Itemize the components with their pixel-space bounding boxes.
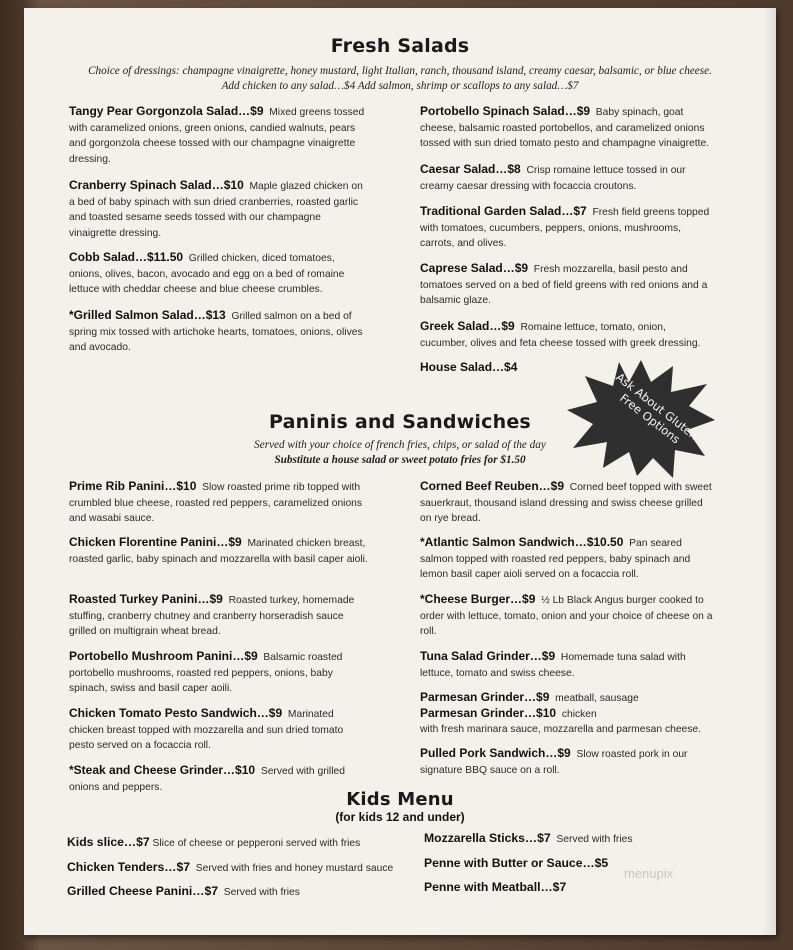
item-name: Chicken Florentine Panini…$9 xyxy=(69,535,242,549)
section-title-salads: Fresh Salads xyxy=(330,35,470,57)
menu-item xyxy=(424,880,724,897)
item-name: Penne with Meatball…$7 xyxy=(424,880,567,894)
item-desc: meatball, sausage xyxy=(555,693,639,704)
menu-item xyxy=(420,592,715,640)
item-name: House Salad…$4 xyxy=(420,360,518,374)
item-name: Tangy Pear Gorgonzola Salad…$9 xyxy=(69,104,264,118)
menu-item xyxy=(420,104,715,152)
item-desc: Served with fries xyxy=(223,887,300,898)
menu-item-note xyxy=(420,722,715,738)
menu-item xyxy=(69,592,369,640)
menu-item xyxy=(420,479,715,527)
item-name: Caesar Salad…$8 xyxy=(420,162,521,176)
item-desc: Slow roasted prime rib topped with crumbled blue cheese, roasted red peppers, caramelized onions and wasabi sauce. xyxy=(69,482,363,525)
item-name: Traditional Garden Salad…$7 xyxy=(420,204,587,218)
item-desc: Homemade tuna salad with lettuce, tomato and swiss cheese. xyxy=(420,652,686,679)
item-desc: Grilled salmon on a bed of spring mix tossed with artichoke hearts, tomatoes, onions, olives and avocado. xyxy=(69,311,363,354)
item-name: Roasted Turkey Panini…$9 xyxy=(69,592,223,606)
item-name: Tuna Salad Grinder…$9 xyxy=(420,649,556,663)
menu-item xyxy=(420,204,715,252)
menu-item xyxy=(69,178,369,241)
item-desc: Fresh field greens topped with tomatoes, cucumbers, peppers, onions, mushrooms, carrots, and olives. xyxy=(420,207,710,250)
item-name: Mozzarella Sticks…$7 xyxy=(424,831,551,845)
item-desc: Corned beef topped with sweet sauerkraut, thousand island dressing and swiss cheese grilled on rye bread. xyxy=(420,482,712,525)
item-desc: Fresh mozzarella, basil pesto and tomatoes served on a bed of field greens with red onions and a balsamic glaze. xyxy=(420,264,708,307)
item-desc: Baby spinach, goat cheese, balsamic roasted portobellos, and caramelized onions tossed with sun dried tomato pesto and champagne vinaigrette. xyxy=(420,107,710,150)
menu-item xyxy=(420,690,715,707)
item-name: Portobello Spinach Salad…$9 xyxy=(420,104,591,118)
item-name: *Atlantic Salmon Sandwich…$10.50 xyxy=(420,535,624,549)
item-desc: Slice of cheese or pepperoni served with fries xyxy=(152,838,361,849)
section-title-paninis: Paninis and Sandwiches xyxy=(269,411,531,433)
item-desc: Balsamic roasted portobello mushrooms, roasted red peppers, onions, baby spinach, swiss and basil caper aoili. xyxy=(69,652,343,695)
menu-item xyxy=(67,884,417,901)
gluten-free-badge-text: Ask About Gluten-Free Options xyxy=(613,369,705,447)
item-name: Greek Salad…$9 xyxy=(420,319,515,333)
item-name: Portobello Mushroom Panini…$9 xyxy=(69,649,258,663)
item-desc: Crisp romaine lettuce tossed in our creamy caesar dressing with focaccia croutons. xyxy=(420,165,686,192)
item-name: Prime Rib Panini…$10 xyxy=(69,479,197,493)
item-name: Cranberry Spinach Salad…$10 xyxy=(69,178,244,192)
item-desc: Roasted turkey, homemade stuffing, cranberry chutney and cranberry horseradish sauce grilled on multigrain wheat bread. xyxy=(69,595,355,638)
menu-item xyxy=(424,831,724,848)
menu-item xyxy=(420,535,715,583)
item-name: Caprese Salad…$9 xyxy=(420,261,529,275)
item-desc: chicken xyxy=(561,709,597,720)
salads-dressings-note: Choice of dressings: champagne vinaigrette, honey mustard, light Italian, ranch, thousand island, creamy caesar, balsamic, or blue cheese. xyxy=(88,65,712,77)
item-desc: Served with fries xyxy=(556,834,633,845)
item-desc: Marinated chicken breast, roasted garlic, baby spinach and mozzarella with basil caper aioli. xyxy=(69,538,368,565)
item-name: *Cheese Burger…$9 xyxy=(420,592,536,606)
item-desc: with fresh marinara sauce, mozzarella and parmesan cheese. xyxy=(420,724,702,735)
item-name: Penne with Butter or Sauce…$5 xyxy=(424,856,609,870)
menu-page xyxy=(24,8,776,935)
item-desc: Served with grilled onions and peppers. xyxy=(69,766,345,793)
salads-addons-note: Add chicken to any salad…$4 Add salmon, shrimp or scallops to any salad…$7 xyxy=(221,80,579,92)
item-desc: Grilled chicken, diced tomatoes, onions, olives, bacon, avocado and egg on a bed of romaine lettuce with cheddar cheese and blue cheese crumbles. xyxy=(69,253,345,296)
menu-item xyxy=(69,706,369,754)
item-desc: Pan seared salmon topped with roasted red peppers, baby spinach and lemon basil caper aioli served on a focaccia roll. xyxy=(420,538,691,581)
menu-item xyxy=(69,535,369,567)
menu-item xyxy=(67,835,417,852)
menu-item xyxy=(420,649,715,681)
menu-item xyxy=(420,706,715,723)
watermark-text: menupix xyxy=(624,866,674,881)
item-name: Cobb Salad…$11.50 xyxy=(69,250,184,264)
menu-item xyxy=(420,319,715,351)
menu-item xyxy=(69,649,369,697)
item-desc: Mixed greens tossed with caramelized onions, green onions, candied walnuts, pears and gorgonzola cheese tossed with our champagne vinaigrette dressing. xyxy=(69,107,365,165)
menu-item xyxy=(69,104,369,167)
item-desc: ½ Lb Black Angus burger cooked to order with lettuce, tomato, onion and your choice of cheese on a roll. xyxy=(420,595,713,638)
item-name: Grilled Cheese Panini…$7 xyxy=(67,884,219,898)
item-name: Parmesan Grinder…$10 xyxy=(420,706,557,720)
item-desc: Maple glazed chicken on a bed of baby spinach with sun dried cranberries, roasted garlic and toasted sesame seeds tossed with our champagne vinaigrette dressing. xyxy=(69,181,363,239)
menu-item xyxy=(67,860,417,877)
kids-age-note: (for kids 12 and under) xyxy=(335,810,465,824)
item-name: Chicken Tenders…$7 xyxy=(67,860,191,874)
menu-item xyxy=(69,308,369,356)
menu-item xyxy=(424,856,724,873)
paninis-substitute-note: Substitute a house salad or sweet potato fries for $1.50 xyxy=(274,454,526,466)
menu-item xyxy=(420,162,715,194)
section-title-kids: Kids Menu xyxy=(346,789,454,810)
item-name: Parmesan Grinder…$9 xyxy=(420,690,550,704)
item-name: Corned Beef Reuben…$9 xyxy=(420,479,565,493)
item-desc: Romaine lettuce, tomato, onion, cucumber, olives and feta cheese tossed with greek dressing. xyxy=(420,322,701,349)
menu-item xyxy=(420,261,715,309)
paninis-sides-note: Served with your choice of french fries, chips, or salad of the day xyxy=(254,439,546,451)
item-name: Kids slice…$7 xyxy=(67,835,150,849)
item-name: Chicken Tomato Pesto Sandwich…$9 xyxy=(69,706,283,720)
item-name: *Grilled Salmon Salad…$13 xyxy=(69,308,226,322)
item-desc: Slow roasted pork in our signature BBQ sauce on a roll. xyxy=(420,749,688,776)
item-desc: Served with fries and honey mustard sauce xyxy=(195,863,394,874)
item-name: Pulled Pork Sandwich…$9 xyxy=(420,746,571,760)
menu-item xyxy=(420,746,715,778)
menu-item xyxy=(69,479,369,527)
menu-item xyxy=(69,250,369,298)
item-name: *Steak and Cheese Grinder…$10 xyxy=(69,763,256,777)
item-desc: Marinated chicken breast topped with mozzarella and sun dried tomato pesto served on a focaccia roll. xyxy=(69,709,344,752)
